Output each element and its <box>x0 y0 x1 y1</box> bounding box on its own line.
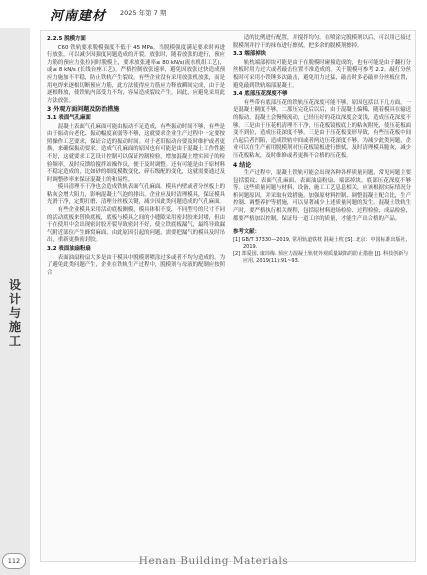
body-paragraph: 适的比例进行配置，并搅拌均匀。在喷涂完脱模剂以后，可以用已接过脱模剂并拧干的抹布进行擦拭，把多余的脱模剂擦掉。 <box>233 35 411 49</box>
section-heading: 2.2.5 脱模方面 <box>47 36 86 42</box>
section-sidebar <box>0 28 30 575</box>
section-label: 设计与施工 <box>8 278 21 348</box>
body-paragraph: 轨枕端部掉块可能是由于在脱模时碰撞造成的，也有可能是由于翻打分丝板时用力过大或者敲击位置不准造成的。关于脱模可参考 2.2。敲打分丝板时可采用小铁锤多次敲击，避免用力过猛，敲击时多必敲单分丝板位置，避免敲到铁轨端部混凝土。 <box>233 59 411 89</box>
body-paragraph: C60 铁轨要求脱模强度不低于 45 MPa。当脱模强度满足要求时再进行放张，可以减少因强度问题造成的开裂。放张时，随着放张的进行，预应力筋的预应力张拉同时脱模上，要求放张速率≤ 80 kN/s(流水机组工艺)，或≤ 8 kN/s (长线台座工艺)，严格控制放张速率，避免因放张过快造成预应力施加不平稳，防止铁轨产生裂纹。有些企业没有采用放张机放张，而是用电焊来逐根切断预应力筋，此方法使得应力筋应力释放瞬间完成，由于是逐根释放，使铁轨内部受力不均，容易造成裂纹产生。因此，应避免采用此方法放张。 <box>47 44 225 104</box>
references-title: 参考文献： <box>233 229 260 236</box>
journal-brand: 河南建材 <box>50 9 107 24</box>
section-heading: 3 外观方面问题及防治措施 <box>47 106 120 114</box>
section-heading: 3.3 端部掉块 <box>233 51 266 58</box>
body-paragraph: 混凝土表面气孔麻面可能由振动不足造成，有些振动时间不够，有些是由于振动台老化、振动幅度衰弱等不够，这就要求企业生产过程中一定要按照操作工艺要求，保证合适的振动时间。对于老旧振动台要及时维护或者更换，来确保振动要求。造成气孔麻面的原因也有可能是由于混凝土工作性能不好，这就要求工艺设计控制可以保证控制检验，增加混凝土增实因子的检验频率，及时反馈给搅拌站操作员，便于及时调整。还有可能是由于原材料不稳定造成的，比如砂的细度模数变化，碎石级配的变化，这就需要通过及时调整砂率来保证混凝土的和易性。 <box>47 123 225 183</box>
section-heading: 4 结论 <box>233 161 252 169</box>
page-header <box>0 0 427 28</box>
body-paragraph: 表面油扇粉扇大多是由于模具中脱模剂喷涂过多或者不均匀造成的。为了避免此类问题产生，企业在铁轨生产过程中，脱模剂与母液的配制应按照合 <box>47 254 225 276</box>
section-heading: 3.2 表面油扇粉扇 <box>47 246 91 253</box>
body-paragraph: 生产过程中，混凝土铁轨可能会出现各种各样质量问题，常见问题主要包括裂纹、表面气孔麻面、表面油扇粉扇、端部掉块、底部压花深度不够等。这些质量问题与材料、设备、施工工艺息息相关，应该根据实际情况分析问题原因，并采取有效措施。加强原材料控制、调整混凝土配合比，生产控制、调整养护等措施，可以显著减少上述质量问题的发生。混凝土铁轨生产时，要严格执行相关规程，包括原材料进场检验、过程检验、成品检验，都要严格加以控制，保证每一道工序的质量，才能生产出合格的产品。 <box>233 170 411 222</box>
journal-footer: Henan Building Materials <box>138 555 289 567</box>
left-column <box>47 35 225 277</box>
reference-item: [1] GB/T 37330—2019, 常用轨道铁枕 混凝土枕 [S]. 北京：中国标准出版社, 2019. <box>233 236 408 250</box>
issue-label: 2025 年第 7 期 <box>120 9 167 17</box>
reference-item: [2] 郑爱国, 康玮梅. 预应力混凝土轨枕外观质量缺陷的防止措施 [J]. 科技创新与应用, 2019(11):91~93. <box>233 250 409 264</box>
body-paragraph: 有些企业模具采用活动底板侧模，模具体积不变，不同型号的尺寸不同的活动底板来替换底板，底板与模具之间的小缝隙采用密封胶来封堵，但由于在使用中会出现密封胶开裂导致密封不好，使立铁底板漏气，最终导致漏气附近部位产生蜂窝麻面。由此原因引起的问题，需要把漏气的模具及时吊出，重新更换密封胶。 <box>47 207 225 244</box>
section-heading: 3.4 底部压花深度不够 <box>233 91 288 98</box>
right-column <box>233 35 411 265</box>
references-list <box>233 237 411 265</box>
section-heading: 3.1 表面气孔麻面 <box>47 114 91 121</box>
page-number: 112 <box>2 553 26 569</box>
article-page <box>40 30 416 562</box>
body-paragraph: 模具清理不干净也会造成铁轨表面气孔麻面。模具内壁或者分丝板上的粘灰会增大阻力，影响混凝土气泡的排出。企业应及时清理模具，保证模具光滑干净，定期打磨、清理分丝板关键，减少因此类问题造成的气孔麻面。 <box>47 184 225 206</box>
body-paragraph: 有些带有底部压花的铁轨压花深度可能不够，原因包括以下几方面。一是混凝土稠度不够，二那压完花后以后，由于混凝土偏稀，随着模具在输送的振动，混凝土会慢慢流动，已经压好的花纹深度会变浅，造成压花深度不够。三是由于压花机清理不干净，压花板镜板底上的粘灰附死，使压花板面变不到位，造成压花深度不够。三是由于压花板变形导致，有些压花板中间凸起后者凹陷，造成铁轨中间或者两边压花深度不够。为减少此类问题，企业可以在生产前用脱模剂对压花板镜板进行擦拭，及时清理模具脆灰，减少压花板粘灰，及时维修或者更换不合格的压花板。 <box>233 99 411 159</box>
